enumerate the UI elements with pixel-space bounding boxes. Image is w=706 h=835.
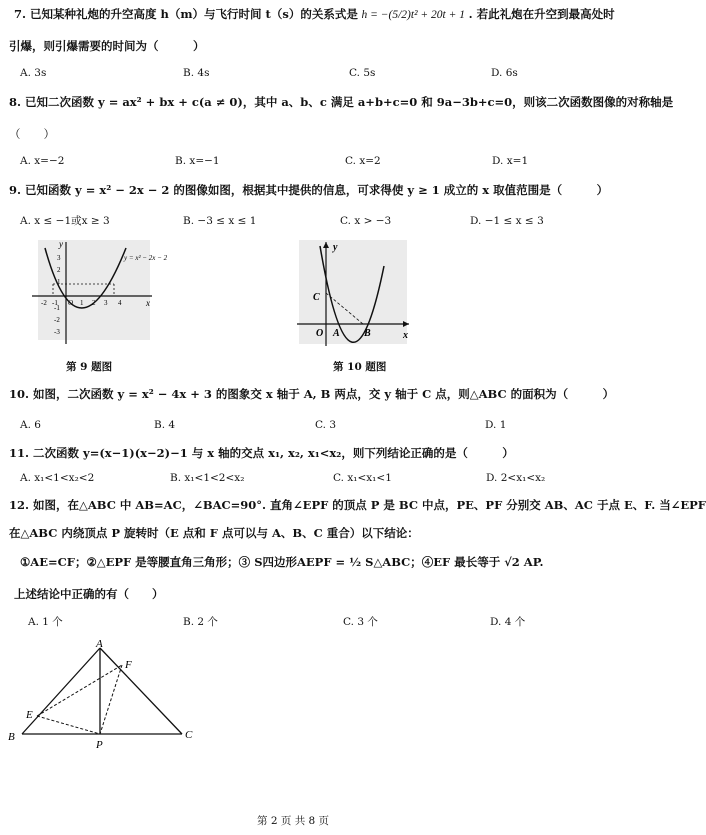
- fig12-side-ac: [100, 648, 182, 734]
- fig10-point-c: C: [313, 292, 320, 303]
- fig12-label-p: P: [96, 739, 103, 751]
- fig9-xtick-4: 4: [118, 299, 122, 307]
- fig9-origin: O: [68, 299, 74, 307]
- q10-stem: 10. 如图，二次函数 y = x² − 4x + 3 的图象交 x 轴于 A, B 两点，交 y 轴于 C 点，则△ABC 的面积为（ ）: [9, 387, 615, 401]
- q9-stem: 9. 已知函数 y = x² − 2x − 2 的图像如图，根据其中提供的信息，可求得使 y ≥ 1 成立的 x 取值范围是（ ）: [9, 183, 609, 197]
- q11-option-a: A. x₁<1<x₂<2: [20, 472, 95, 484]
- q11-option-d: D. 2<x₁<x₂: [486, 472, 546, 484]
- q9-option-b: B. −3 ≤ x ≤ 1: [183, 215, 257, 227]
- figure-9: [28, 238, 168, 350]
- q12-line2: 在△ABC 内绕顶点 P 旋转时（E 点和 F 点可以与 A、B、C 重合）以下结论：: [9, 526, 419, 540]
- fig9-ytick-2: 2: [57, 266, 61, 274]
- fig9-xtick-m1: -1: [52, 299, 58, 307]
- fig9-xtick-m2: -2: [41, 299, 47, 307]
- q12-option-b: B. 2 个: [183, 616, 218, 628]
- q7-stem: [14, 8, 615, 23]
- fig9-xtick-1: 1: [80, 299, 84, 307]
- q9-option-a: A. x ≤ −1或x ≥ 3: [20, 215, 110, 227]
- fig9-ytick-1: 1: [57, 278, 61, 286]
- q10-option-a: A. 6: [20, 419, 41, 431]
- fig9-ytick-m1: -1: [54, 304, 60, 312]
- fig9-caption: 第 9 题图: [66, 361, 113, 373]
- q7-option-d: D. 6s: [491, 67, 518, 79]
- fig9-curve-label: y = x² − 2x − 2: [124, 254, 168, 262]
- q10-option-b: B. 4: [154, 419, 176, 431]
- fig9-ytick-m2: -2: [54, 316, 60, 324]
- fig9-xtick-3: 3: [104, 299, 108, 307]
- fig12-label-b: B: [8, 731, 15, 743]
- page-footer: 第 2 页 共 8 页: [257, 815, 330, 827]
- q12-option-d: D. 4 个: [490, 616, 526, 628]
- fig12-label-a: A: [96, 638, 103, 650]
- fig12-label-e: E: [26, 709, 33, 721]
- q10-option-d: D. 1: [485, 419, 507, 431]
- fig10-caption: 第 10 题图: [333, 361, 387, 373]
- fig9-x-label: x: [146, 298, 150, 308]
- fig10-y-label: y: [333, 242, 338, 253]
- fig12-side-ab: [22, 648, 100, 734]
- figure-12: [4, 638, 204, 753]
- q8-option-c: C. x=2: [345, 155, 381, 167]
- q7-line2: 引爆，则引爆需要的时间为（ ）: [9, 39, 205, 53]
- fig12-label-f: F: [125, 659, 132, 671]
- q9-option-c: C. x > −3: [340, 215, 392, 227]
- q9-option-d: D. −1 ≤ x ≤ 3: [470, 215, 544, 227]
- fig10-x-label: x: [403, 330, 408, 341]
- figure-10: [293, 238, 413, 350]
- q8-option-d: D. x=1: [492, 155, 529, 167]
- fig9-ytick-m3: -3: [54, 328, 60, 336]
- q12-option-c: C. 3 个: [343, 616, 378, 628]
- q12-option-a: A. 1 个: [28, 616, 63, 628]
- q7-option-c: C. 5s: [349, 67, 376, 79]
- q7-option-a: A. 3s: [20, 67, 47, 79]
- q7-text: 7. 已知某种礼炮的升空高度 h（m）与飞行时间 t（s）的关系式是: [14, 7, 358, 21]
- fig10-point-a: A: [333, 328, 340, 339]
- fig9-y-label: y: [59, 239, 63, 249]
- q11-stem: 11. 二次函数 y=(x−1)(x−2)−1 与 x 轴的交点 x₁, x₂, x₁<x₂，则下列结论正确的是（ ）: [9, 446, 514, 460]
- fig12-label-c: C: [185, 729, 193, 741]
- fig10-point-b: B: [364, 328, 371, 339]
- q7-text-end: . 若此礼炮在升空到最高处时: [468, 7, 615, 21]
- fig12-segment-pf: [100, 665, 122, 734]
- q8-option-b: B. x=−1: [175, 155, 220, 167]
- q12-line4: 上述结论中正确的有（ ）: [14, 587, 164, 601]
- q7-option-b: B. 4s: [183, 67, 210, 79]
- q8-stem: 8. 已知二次函数 y = ax² + bx + c(a ≠ 0)，其中 a、b、c 满足 a+b+c=0 和 9a−3b+c=0，则该二次函数图像的对称轴是: [9, 95, 674, 109]
- fig12-segment-pe: [37, 716, 100, 734]
- fig9-ytick-3: 3: [57, 254, 61, 262]
- q12-conclusions: ①AE=CF；②△EPF 是等腰直角三角形；③ S四边形AEPF = ½ S△ABC；④EF 最长等于 √2 AP.: [20, 555, 544, 569]
- q11-option-b: B. x₁<1<2<x₂: [170, 472, 245, 484]
- q7-formula: h = −(5/2)t² + 20t + 1: [361, 9, 465, 21]
- q10-option-c: C. 3: [315, 419, 337, 431]
- fig12-segment-ef: [37, 665, 122, 716]
- q11-option-c: C. x₁<x₁<1: [333, 472, 392, 484]
- q12-stem: 12. 如图，在△ABC 中 AB=AC，∠BAC=90°. 直角∠EPF 的顶点 P 是 BC 中点，PE、PF 分别交 AB、AC 于点 E、F. 当∠EPF: [9, 498, 706, 512]
- q8-line2: （ ）: [9, 127, 55, 141]
- fig10-origin: O: [316, 328, 324, 339]
- fig9-xtick-2: 2: [92, 299, 96, 307]
- q8-option-a: A. x=−2: [20, 155, 65, 167]
